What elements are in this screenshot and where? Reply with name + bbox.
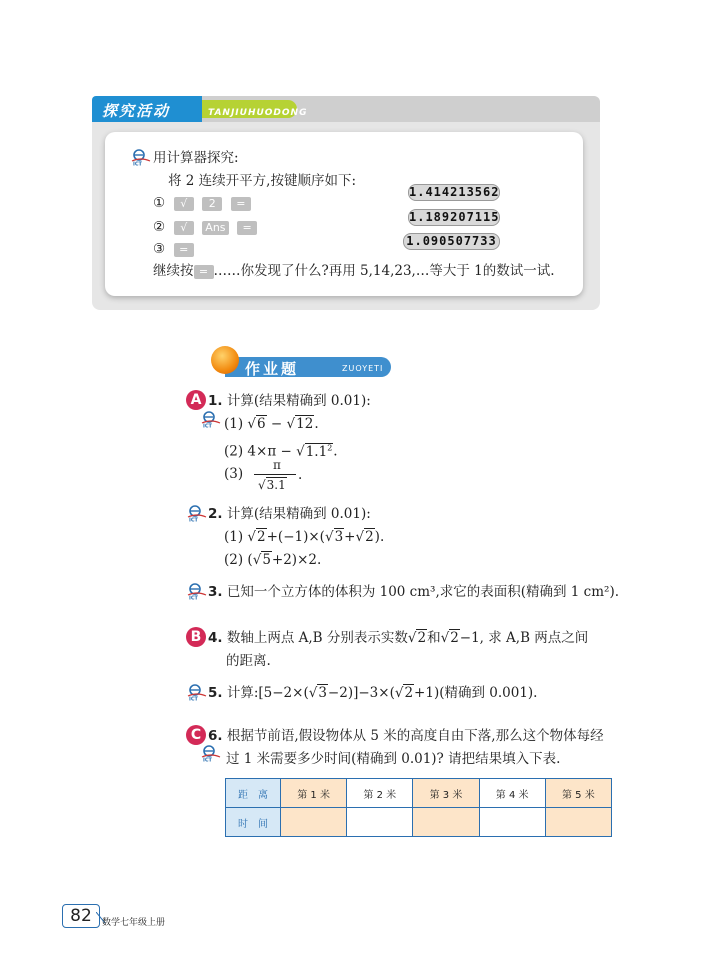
explore-title: 探究活动 [102,102,171,120]
calculator-display-1: 1.414213562 [409,185,500,199]
problem-2-item-1: (1) √2+(−1)×(√3+√2). [224,529,385,545]
radicand: 2 [450,630,459,646]
radicand: 2 [417,630,427,646]
table-cell[interactable] [413,808,479,837]
problem-4-line-2: 的距离. [226,653,271,669]
problem-text: 和 [427,630,441,646]
explore-continue [153,262,555,280]
fraction-denominator: √3.1 [258,478,286,492]
table-row [226,808,612,837]
item-label: (2) [224,443,244,460]
homework-subtitle: ZUOYETI [342,364,384,373]
svg-text:ICT: ICT [189,595,198,600]
radicand: 3.1 [266,478,286,492]
ans-key: Ans [202,221,228,235]
problem-5: 5. 计算:[5−2×(√3−2)]−3×(√2+1)(精确到 0.001). [208,685,538,701]
sqrt-key: √ [174,197,194,211]
problem-text: −2)]−3×( [327,685,395,701]
problem-text: +1)(精确到 0.001). [414,685,538,701]
ict-icon [130,148,152,166]
row-header-distance: 距 离 [226,779,281,808]
table-cell[interactable] [281,808,347,837]
ict-icon [200,410,222,428]
problem-number: 2. [208,506,223,522]
explore-step-1 [153,194,251,212]
ict-icon [200,744,222,762]
column-header: 第 3 米 [413,779,479,808]
item-label: (1) [224,416,244,432]
ict-icon [186,582,208,600]
problem-1-item-1: (1) √6 − √12. [224,416,319,432]
equals-key: = [174,243,194,257]
problem-stem: 计算(结果精确到 0.01): [226,506,371,522]
radicand: 2 [404,685,414,701]
expression-suffix: +2)×2. [271,552,322,568]
step-marker: ① [153,195,166,211]
radicand: 2 [257,529,266,545]
table-row [226,779,612,808]
problem-6-line-1 [208,727,604,745]
column-header: 第 1 米 [281,779,347,808]
calculator-display-2: 1.189207115 [409,210,500,224]
problem-1-stem [208,392,371,410]
radicand: 3 [318,685,327,701]
equals-key: = [237,221,257,235]
continue-suffix: ……你发现了什么?再用 5,14,23,…等大于 1的数试一试. [213,263,555,279]
radicand: 5 [262,552,271,568]
level-b-badge: B [186,627,206,647]
problem-stem: 计算(结果精确到 0.01): [226,393,371,409]
radicand: 6 [257,416,266,432]
problem-text: 数轴上两点 A,B 分别表示实数 [226,630,408,646]
problem-text: −1, 求 A,B 两点之间 [459,630,589,646]
column-header: 第 5 米 [545,779,611,808]
explore-step-3 [153,240,194,258]
problem-2-stem [208,505,371,523]
column-header: 第 4 米 [479,779,545,808]
problem-1-item-3-label: (3) [224,466,244,482]
punct: ). [374,529,385,545]
fraction-bar [254,474,296,475]
row-header-time: 时 间 [226,808,281,837]
calculator-display-3: 1.090507733 [403,233,500,250]
item-label: (2) [224,552,244,568]
expression-prefix: 4×π − [247,443,297,460]
punct: . [333,443,338,460]
level-c-badge: C [186,725,206,745]
radicand: 3 [334,529,344,545]
problem-number: 3. [208,584,223,600]
ict-icon [186,683,208,701]
problem-number: 4. [208,630,223,646]
problem-number: 1. [208,393,223,409]
problem-6-line-2: 过 1 米需要多少时间(精确到 0.01)? 请把结果填入下表. [226,751,561,767]
svg-text:ICT: ICT [133,161,142,166]
step-marker: ③ [153,241,166,257]
explore-subtitle-tab [202,100,308,118]
problem-4-line-1: 4. 数轴上两点 A,B 分别表示实数√2和√2−1, 求 A,B 两点之间 [208,630,589,646]
homework-orb-icon [211,346,239,374]
fraction-numerator: π [273,458,281,472]
book-title: 数学七年级上册 [102,918,166,928]
problem-text: 已知一个立方体的体积为 100 cm³,求它的表面积(精确到 1 cm²). [226,584,620,600]
table-cell[interactable] [347,808,413,837]
sqrt-key: √ [174,221,194,235]
svg-text:ICT: ICT [189,696,198,701]
expression-middle: +(−1)×( [266,529,325,545]
svg-text:ICT: ICT [203,757,212,762]
problem-number: 6. [208,728,223,744]
equals-key: = [231,197,251,211]
level-a-badge: A [186,390,206,410]
problem-text: 根据节前语,假设物体从 5 米的高度自由下落,那么这个物体每经 [226,728,604,744]
explore-intro: 用计算器探究: [153,150,239,166]
homework-title: 作业题 [245,360,300,378]
problem-number: 5. [208,685,223,701]
step-marker: ② [153,219,166,235]
table-cell[interactable] [545,808,611,837]
punct: . [314,416,319,432]
explore-subtitle: TANJIUHUODONG [208,108,308,118]
continue-prefix: 继续按 [153,263,194,279]
exponent: 2 [327,443,333,452]
equals-key: = [194,265,214,279]
problem-text: 计算:[5−2×( [226,685,309,701]
problem-3 [208,583,619,601]
page-number: 82 [62,904,100,928]
radicand: 12 [296,416,314,432]
ict-icon [186,504,208,522]
radicand: 2 [365,529,374,545]
column-header: 第 2 米 [347,779,413,808]
item-label: (1) [224,529,244,545]
table-cell[interactable] [479,808,545,837]
explore-step-2 [153,218,257,236]
problem-2-item-2: (2) (√5+2)×2. [224,552,322,568]
operator: − [266,416,287,432]
svg-text:ICT: ICT [189,517,198,522]
time-table [225,778,612,837]
punct: . [298,467,303,483]
svg-text:ICT: ICT [203,423,212,428]
explore-instruction: 将 2 连续开平方,按键顺序如下: [168,173,357,189]
digit-2-key: 2 [202,197,222,211]
expression-prefix: ( [247,552,253,568]
radicand: 1.1 [305,443,328,460]
operator: + [344,529,356,545]
problem-1-item-2: (2) $4\times\pi - √1.1^2$. [224,443,338,460]
